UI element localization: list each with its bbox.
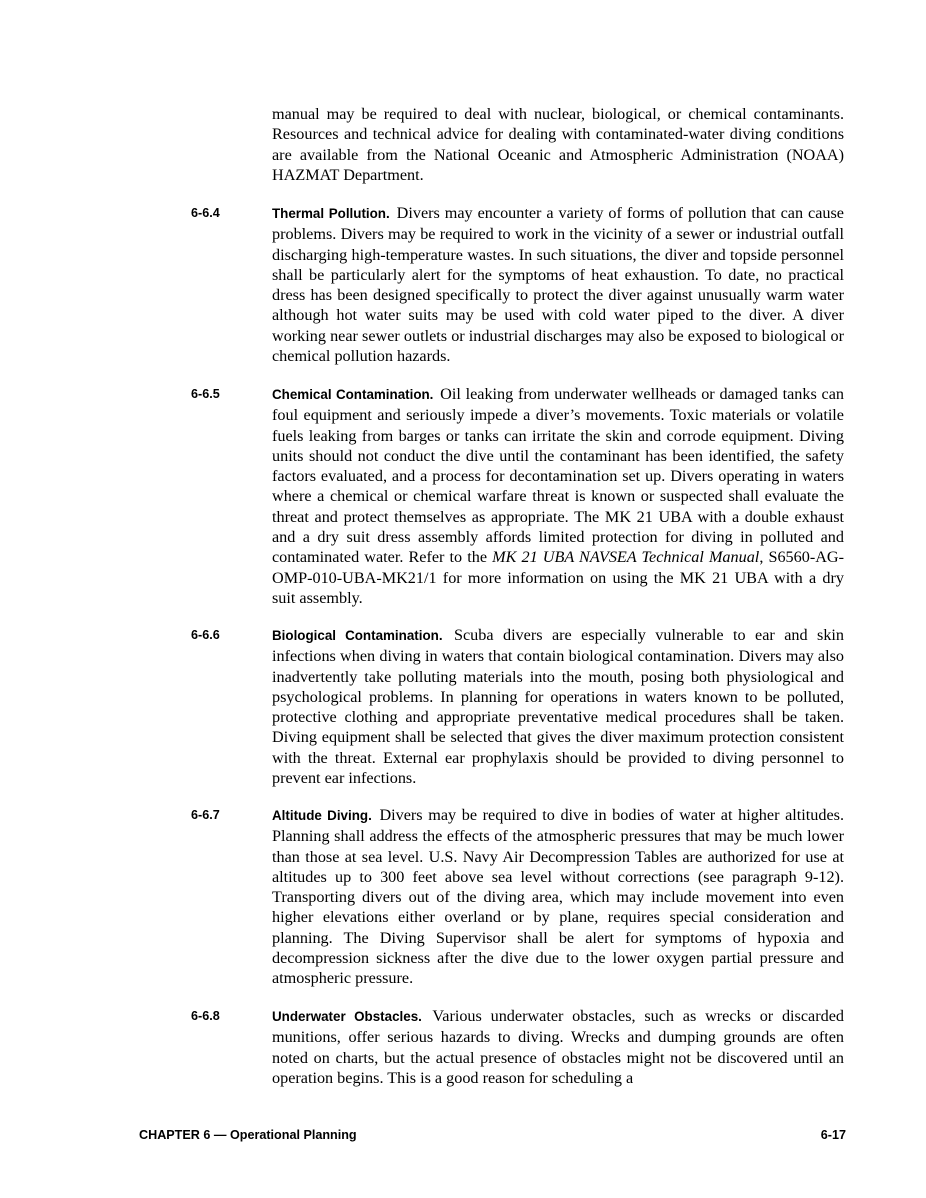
manual-title: MK 21 UBA NAVSEA Technical Manual xyxy=(492,548,760,567)
section-number: 6-6.6 xyxy=(191,628,220,642)
section-body: Various underwater obstacles, such as wrecks or discarded munitions, offer serious hazards to diving. Wrecks and dumping grounds are often noted on charts, but the actual presence of obstacles might not be discovered until an operation begins. This is a good reason for scheduling a xyxy=(272,1007,844,1087)
section-paragraph xyxy=(272,384,844,608)
section-paragraph xyxy=(272,1006,844,1088)
section-title: Underwater Obstacles. xyxy=(272,1009,422,1024)
section-title: Chemical Contamination. xyxy=(272,387,434,402)
section-number: 6-6.8 xyxy=(191,1009,220,1023)
section-number: 6-6.5 xyxy=(191,387,220,401)
section-title: Thermal Pollution. xyxy=(272,206,390,221)
footer-chapter-title: CHAPTER 6 — Operational Planning xyxy=(139,1128,357,1142)
section-body-continued: , S6560-AG-OMP-010-UBA-MK21/1 for more information on using the MK 21 UBA with a dry suit assembly. xyxy=(272,548,844,607)
section-paragraph xyxy=(272,625,844,788)
section-body: Divers may be required to dive in bodies of water at higher altitudes. Planning shall address the effects of the atmospheric pressures that may be much lower than those at sea level. U.S. Navy Air Decompression Tables are authorized for use at altitudes up to 300 feet above sea level without corrections (see paragraph 9-12). Transporting divers out of the diving area, which may include movement into even higher elevations either overland or by plane, requires special consideration and planning. The Diving Supervisor shall be alert for symptoms of hypoxia and decompression sickness after the dive due to the lower oxygen partial pressure and atmospheric pressure. xyxy=(272,806,844,988)
section-body: Oil leaking from underwater wellheads or damaged tanks can foul equipment and seriously impede a diver’s movements. Toxic materials or volatile fuels leaking from barges or tanks can irritate the skin and corrode equipment. Diving units should not conduct the dive until the contaminant has been identified, the safety factors evaluated, and a process for decontamination set up. Divers operating in waters where a chemical or chemical warfare threat is known or suspected shall evaluate the threat and protect themselves as appropriate. The MK 21 UBA with a double exhaust and a dry suit dress assembly affords limited protection for diving in polluted and contaminated water. Refer to the xyxy=(272,385,844,567)
section-paragraph xyxy=(272,805,844,989)
footer-page-number: 6-17 xyxy=(820,1128,846,1142)
section-title: Altitude Diving. xyxy=(272,808,372,823)
section-number: 6-6.4 xyxy=(191,206,220,220)
section-title: Biological Contamination. xyxy=(272,628,443,643)
section-body: Divers may encounter a variety of forms of pollution that can cause problems. Divers may be required to work in the vicinity of a sewer or industrial outfall discharging high-temperature wastes. In such situations, the diver and topside personnel shall be particularly alert for the symptoms of heat exhaustion. To date, no practical dress has been designed specifically to protect the diver against unusually warm water although hot water suits may be used with cold water piped to the diver. A diver working near sewer outlets or industrial discharges may also be exposed to biological or chemical pollution hazards. xyxy=(272,204,844,366)
section-body: Scuba divers are especially vulnerable to ear and skin infections when diving in waters that contain biological contamination. Divers may also inadvertently take polluting materials into the mouth, posing both physiological and psychological problems. In planning for operations in waters known to be polluted, protective clothing and appropriate preventative medical procedures shall be taken. Diving equipment shall be selected that gives the diver maximum protection consistent with the threat. External ear prophylaxis should be provided to diving personnel to prevent ear infections. xyxy=(272,626,845,788)
section-number: 6-6.7 xyxy=(191,808,220,822)
intro-paragraph: manual may be required to deal with nuclear, biological, or chemical contaminants. Resources and technical advice for dealing with contaminated-water diving conditions are available from the National Oceanic and Atmospheric Administration (NOAA) HAZMAT Department. xyxy=(272,105,844,184)
section-paragraph xyxy=(272,203,844,366)
